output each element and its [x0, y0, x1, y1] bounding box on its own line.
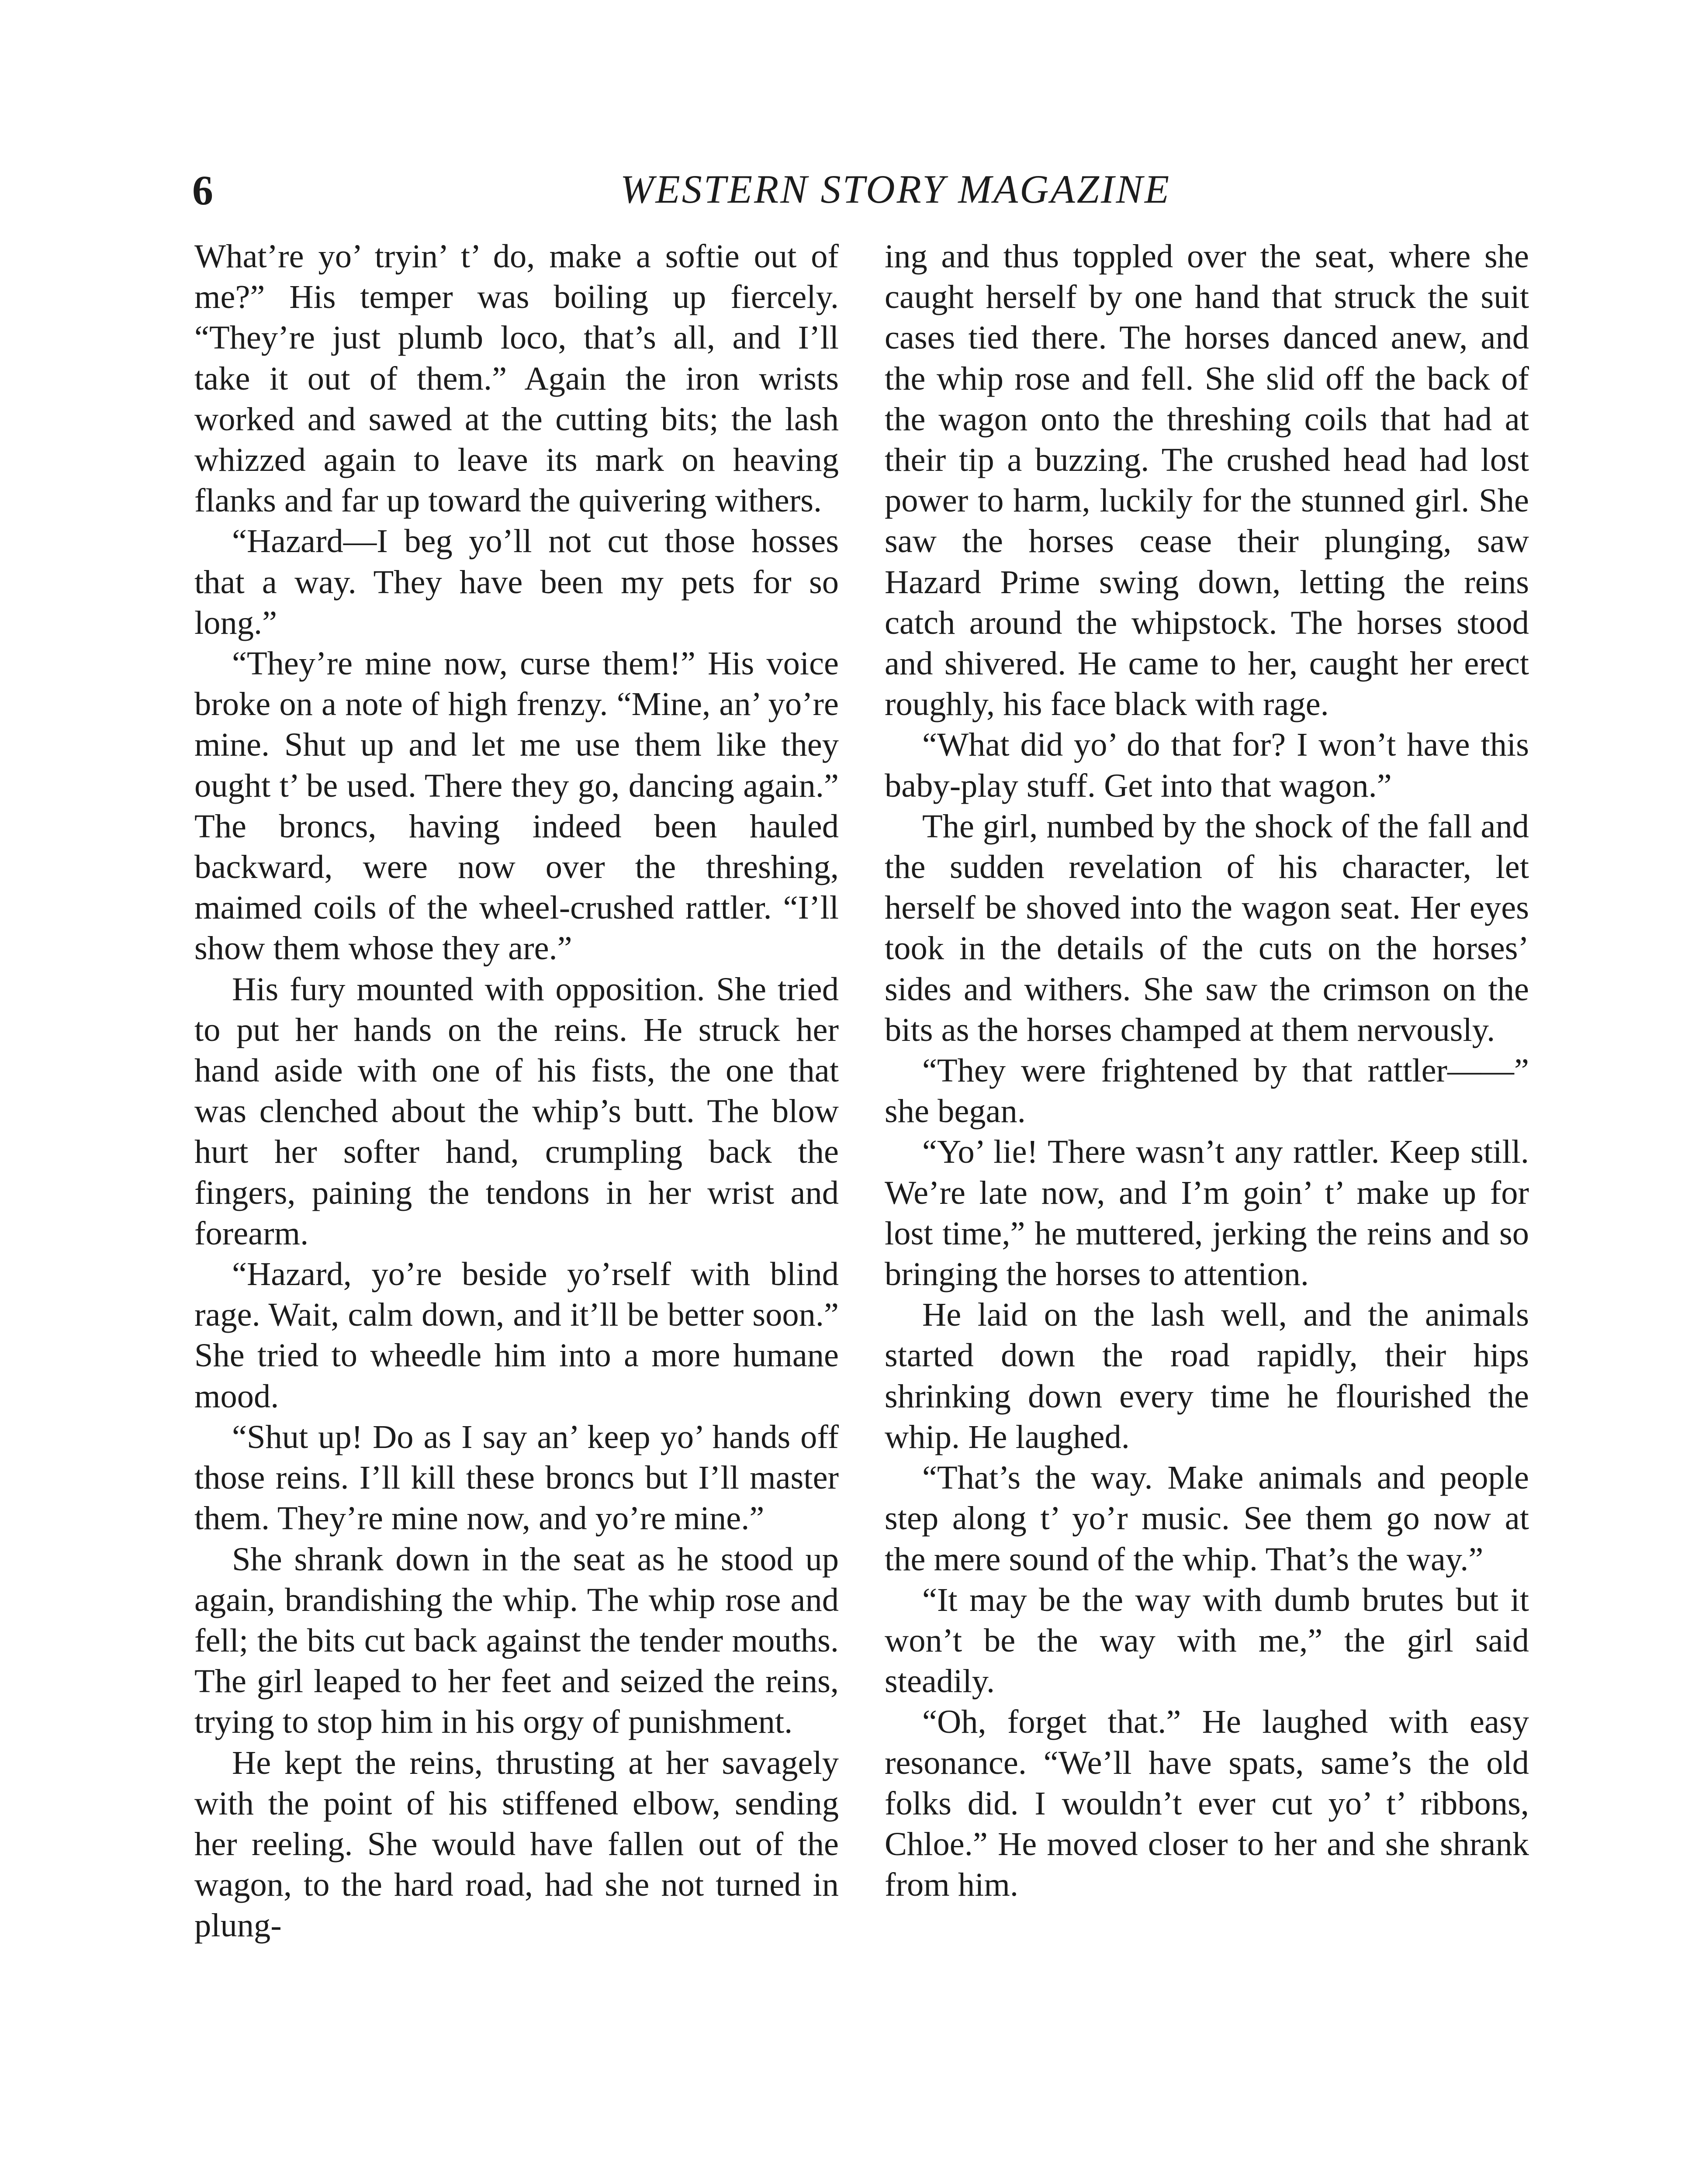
paragraph: “Yo’ lie! There wasn’t any rattler. Keep still. We’re late now, and I’m goin’ t’ make up for lost time,” he muttered, jerking the reins and so bringing the horses to attention. [885, 1133, 1529, 1293]
paragraph: What’re yo’ tryin’ t’ do, make a softie out of me?” His temper was boiling up fiercely. “They’re just plumb loco, that’s all, and I’ll take it out of them.” Again the iron wrists worked and sawed at the cutting bits; the lash whizzed again to leave its mark on heaving flanks and far up toward the quivering withers. [194, 238, 839, 519]
paragraph: “That’s the way. Make animals and people step along t’ yo’r music. See them go now at the mere sound of the whip. That’s the way.” [885, 1459, 1529, 1578]
left-column [194, 236, 839, 1946]
paragraph: “Oh, forget that.” He laughed with easy resonance. “We’ll have spats, same’s the old folks did. I wouldn’t ever cut yo’ t’ ribbons, Chloe.” He moved closer to her and she shrank from him. [885, 1703, 1529, 1904]
paragraph: ing and thus toppled over the seat, where she caught herself by one hand that struck the suit cases tied there. The horses danced anew, and the whip rose and fell. She slid off the back of the wagon onto the threshing coils that had at their tip a buzzing. The crushed head had lost power to harm, luckily for the stunned girl. She saw the horses cease their plunging, saw Hazard Prime swing down, letting the reins catch around the whipstock. The horses stood and shivered. He came to her, caught her erect roughly, his face black with rage. [885, 238, 1529, 723]
right-column [885, 236, 1529, 1905]
paragraph: He laid on the lash well, and the animals started down the road rapidly, their hips shrinking down every time he flourished the whip. He laughed. [885, 1296, 1529, 1455]
paragraph: “They’re mine now, curse them!” His voice broke on a note of high frenzy. “Mine, an’ yo’re mine. Shut up and let me use them like they ought t’ be used. There they go, dancing again.” The broncs, having indeed been hauled backward, were now over the threshing, maimed coils of the wheel-crushed rattler. “I’ll show them whose they are.” [194, 645, 839, 967]
paragraph: “It may be the way with dumb brutes but it won’t be the way with me,” the girl said steadily. [885, 1581, 1529, 1700]
paragraph: The girl, numbed by the shock of the fall and the sudden revelation of his character, let herself be shoved into the wagon seat. Her eyes took in the details of the cuts on the horses’ sides and withers. She saw the crimson on the bits as the horses champed at them nervously. [885, 807, 1529, 1048]
paragraph: “Shut up! Do as I say an’ keep yo’ hands off those reins. I’ll kill these broncs but I’ll master them. They’re mine now, and yo’re mine.” [194, 1418, 839, 1537]
paragraph: “What did yo’ do that for? I won’t have this baby-play stuff. Get into that wagon.” [885, 726, 1529, 804]
paragraph: “Hazard, yo’re beside yo’rself with blind rage. Wait, calm down, and it’ll be better soon.” She tried to wheedle him into a more humane mood. [194, 1255, 839, 1415]
running-head: WESTERN STORY MAGAZINE [620, 167, 1171, 211]
paragraph: “Hazard—I beg yo’ll not cut those hosses that a way. They have been my pets for so long.” [194, 522, 839, 641]
paragraph: He kept the reins, thrusting at her savagely with the point of his stiffened elbow, sending her reeling. She would have fallen out of the wagon, to the hard road, had she not turned in plung- [194, 1744, 839, 1944]
paragraph: “They were frightened by that rattler——” she began. [885, 1052, 1529, 1130]
paragraph: His fury mounted with opposition. She tried to put her hands on the reins. He struck her hand aside with one of his fists, the one that was clenched about the whip’s butt. The blow hurt her softer hand, crumpling back the fingers, paining the tendons in her wrist and forearm. [194, 970, 839, 1252]
page-number: 6 [192, 167, 213, 214]
paragraph: She shrank down in the seat as he stood up again, brandishing the whip. The whip rose and fell; the bits cut back against the tender mouths. The girl leaped to her feet and seized the reins, trying to stop him in his orgy of punishment. [194, 1540, 839, 1741]
